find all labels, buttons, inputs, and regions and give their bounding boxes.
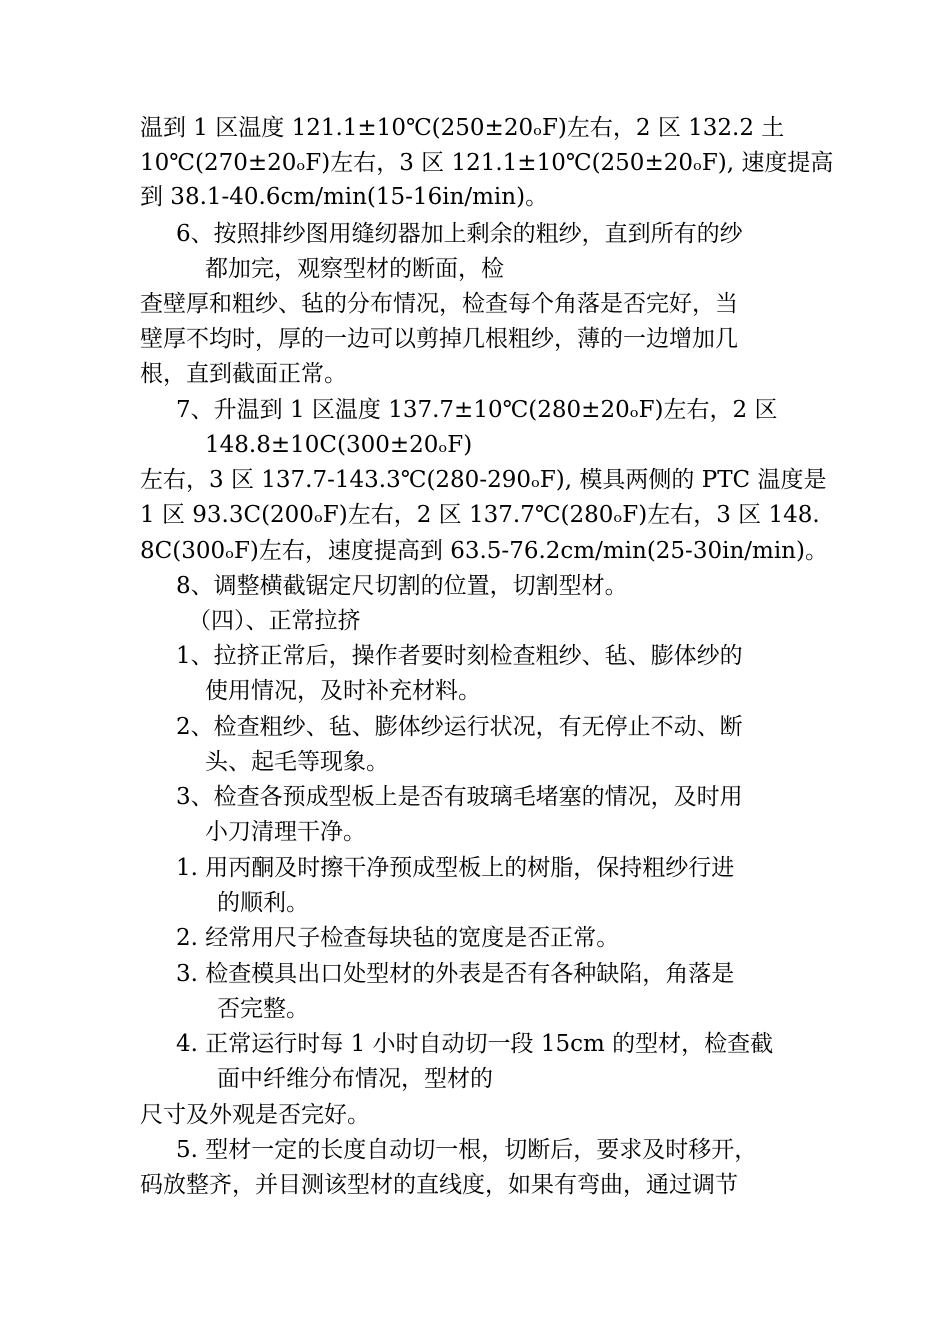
text-line: 到 38.1-40.6cm/min(15-16in/min)。	[140, 184, 549, 210]
text-line: 小刀清理干净。	[205, 819, 366, 845]
text-line: 壁厚不均时，厚的一边可以剪掉几根粗纱，薄的一边增加几	[140, 326, 738, 352]
text-line: 尺寸及外观是否完好。	[140, 1102, 370, 1128]
text-line: 查壁厚和粗纱、毡的分布情况，检查每个角落是否完好，当	[140, 291, 738, 317]
text-line: 否完整。	[217, 996, 309, 1022]
text-line: 码放整齐，并目测该型材的直线度，如果有弯曲，通过调节	[140, 1172, 738, 1198]
text-line: 3. 检查模具出口处型材的外表是否有各种缺陷，角落是	[176, 961, 735, 987]
text-line: 使用情况，及时补充材料。	[205, 678, 481, 704]
text-line: 8C(300ₒF)左右，速度提高到 63.5-76.2cm/min(25-30in/min)。	[140, 538, 828, 564]
text-line: 7、升温到 1 区温度 137.7±10℃(280±20ₒF)左右，2 区	[176, 397, 778, 423]
text-line: 温到 1 区温度 121.1±10℃(250±20ₒF)左右，2 区 132.2 土	[140, 115, 785, 141]
text-line: 2. 经常用尺子检查每块毡的宽度是否正常。	[176, 925, 620, 951]
section-heading: （四）、正常拉挤	[188, 608, 361, 634]
text-line: 2、检查粗纱、毡、膨体纱运行状况，有无停止不动、断	[176, 714, 743, 740]
text-line: 4. 正常运行时每 1 小时自动切一段 15cm 的型材，检查截	[176, 1031, 774, 1057]
text-line: 左右，3 区 137.7-143.3℃(280-290ₒF), 模具两侧的 PTC 温度是	[140, 467, 827, 493]
text-line: 5. 型材一定的长度自动切一根，切断后，要求及时移开，	[176, 1137, 758, 1163]
text-line: 3、检查各预成型板上是否有玻璃毛堵塞的情况，及时用	[176, 784, 743, 810]
text-line: 6、按照排纱图用缝纫器加上剩余的粗纱，直到所有的纱	[176, 221, 743, 247]
text-line: 1、拉挤正常后，操作者要时刻检查粗纱、毡、膨体纱的	[176, 643, 743, 669]
text-line: 都加完，观察型材的断面，检	[205, 256, 504, 282]
text-line: 148.8±10C(300±20ₒF)	[205, 432, 473, 458]
text-line: 8、调整横截锯定尺切割的位置，切割型材。	[176, 573, 628, 599]
text-line: 1. 用丙酮及时擦干净预成型板上的树脂，保持粗纱行进	[176, 855, 735, 881]
text-line: 头、起毛等现象。	[205, 749, 389, 775]
text-line: 根，直到截面正常。	[140, 361, 347, 387]
text-line: 的顺利。	[217, 890, 309, 916]
text-line: 面中纤维分布情况，型材的	[217, 1066, 493, 1092]
text-line: 1 区 93.3C(200ₒF)左右，2 区 137.7℃(280ₒF)左右，3 区 148.	[140, 502, 820, 528]
text-line: 10℃(270±20ₒF)左右，3 区 121.1±10℃(250±20ₒF), 速度提高	[140, 150, 834, 176]
